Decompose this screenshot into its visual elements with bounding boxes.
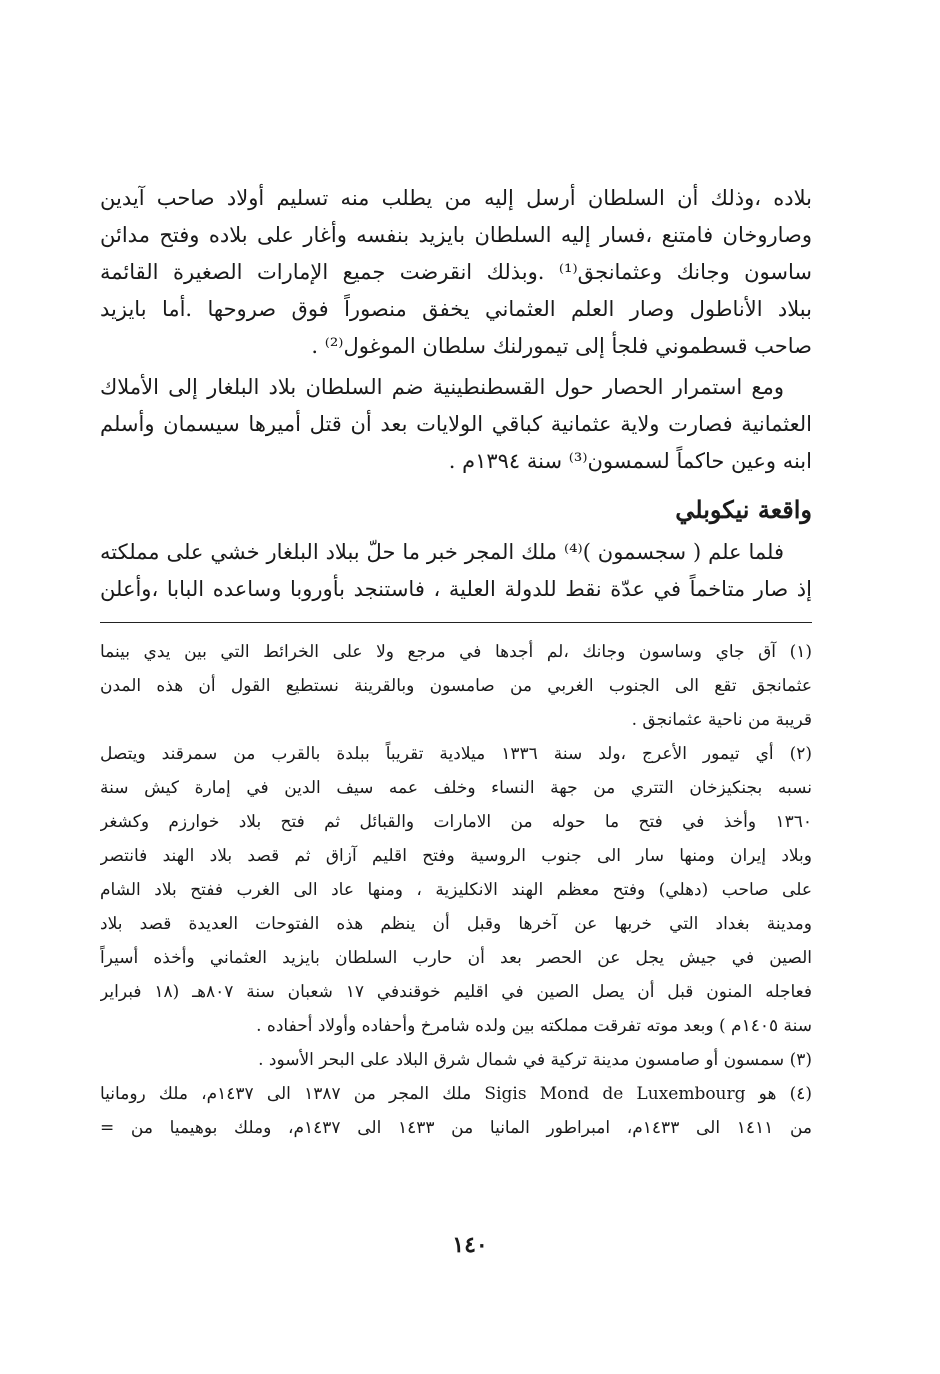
paragraph-1 xyxy=(100,180,812,365)
footnote-line: (٣) سمسون أو صامسون مدينة تركية في شمال شرق البلاد على البحر الأسود . xyxy=(258,1050,812,1070)
footnote-line: سنة ١٤٠٥م ) وبعد موته تفرقت مملكته بين ولده شامرخ وأحفاده وأولاد أحفاده . xyxy=(256,1016,812,1036)
footnote-line: (٢) أي تيمور الأعرج ،ولد سنة ١٣٣٦ ميلادية تقريباً ببلدة بالقرب من سمرقند ويتصل xyxy=(100,744,812,764)
text-line: ببلاد الأناطول وصار العلم العثماني يخفق منصوراً فوق صروحها .أما بايزيد xyxy=(100,297,812,321)
paragraph-2 xyxy=(100,369,812,480)
text-line: العثمانية فصارت ولاية عثمانية كباقي الولايات بعد أن قتل أميرها سيسمان وأسلم xyxy=(100,412,812,436)
footnote-line: الصين في جيش يجل عن الحصر بعد أن حارب السلطان بايزيد العثماني وأخذه أسيراً xyxy=(100,948,812,968)
section-heading: واقعة نيكوبلي xyxy=(675,495,812,524)
text-line: ومع استمرار الحصار حول القسطنطينية ضم السلطان بلاد البلغار إلى الأملاك xyxy=(100,375,784,399)
footnote-4 xyxy=(100,1077,812,1145)
text-line: إذ صار متاخماً في عدّة نقط للدولة العلية ، فاستنجد بأوروبا وساعده البابا ،وأعلن xyxy=(100,577,812,601)
footnote-2 xyxy=(100,737,812,1043)
text-line: ابنه وعين حاكماً لسمسون⁽³⁾ سنة ١٣٩٤م . xyxy=(448,449,812,473)
page-body xyxy=(100,180,812,1145)
page-number: ١٤٠ xyxy=(452,1232,488,1258)
footnote-line: وبلاد إيران ومنها سار الى جنوب الروسية وفتح اقليم آزاق ثم قصد بلاد الهند فانتصر xyxy=(100,846,812,866)
footnote-3 xyxy=(100,1043,812,1077)
text-line: وصاروخان فامتنع ،فسار إليه السلطان بايزيد بنفسه وأغار على بلاده وفتح مدائن xyxy=(100,223,812,247)
footnote-line: عثمانجق تقع الى الجنوب الغربي من صامسون وبالقرينة نستطيع القول أن هذه المدن xyxy=(100,676,812,696)
footnote-line: نسبه بجنكيزخان التتري من جهة النساء وخلف عمه سيف الدين في إمارة كيش سنة xyxy=(100,778,812,798)
footnote-line: ومدينة بغداد التي خربها عن آخرها وقبل أن ينظم هذه الفتوحات العديدة قصد بلاد xyxy=(100,914,812,934)
footnote-line: فعاجله المنون قبل أن يصل الصين في اقليم خوقندفي ١٧ شعبان سنة ٨٠٧هـ (١٨ فبراير xyxy=(100,982,812,1002)
footnote-line: (١) آق جاي وساسون وجانك ،لم أجدها في مرجع ولا على الخرائط التي بين يدي بينما xyxy=(100,642,812,662)
footnote-1 xyxy=(100,635,812,737)
footnote-line: (٤) هو Sigis Mond de Luxembourg ملك المجر من ١٣٨٧ الى ١٤٣٧م، ملك رومانيا xyxy=(100,1084,812,1104)
footnote-line: من ١٤١١ الى ١٤٣٣م، امبراطور المانيا من ١٤٣٣ الى ١٤٣٧م، وملك بوهيميا من = xyxy=(100,1118,812,1138)
footnote-line: على صاحب (دهلي) وفتح معظم الهند الانكليزية ، ومنها عاد الى الغرب ففتح بلاد الشام xyxy=(100,880,812,900)
footnote-separator xyxy=(100,622,812,623)
footnote-line: قريبة من ناحية عثمانجق . xyxy=(631,710,812,730)
paragraph-3 xyxy=(100,534,812,608)
text-line: فلما علم ( سجسمون )⁽⁴⁾ ملك المجر خبر ما حلّ ببلاد البلغار خشي على مملكته xyxy=(100,540,784,564)
text-line: ساسون وجانك وعثمانجق⁽¹⁾ .وبذلك انقرضت جميع الإمارات الصغيرة القائمة xyxy=(100,260,812,284)
text-line: صاحب قسطموني فلجأ إلى تيمورلنك سلطان الموغول⁽²⁾ . xyxy=(311,334,812,358)
text-line: بلاده ،وذلك أن السلطان أرسل إليه من يطلب منه تسليم أولاد صاحب آيدين xyxy=(100,186,812,210)
footnote-line: ١٣٦٠ وأخذ في فتح ما حوله من الامارات والقبائل ثم فتح بلاد خوارزم وكشغر xyxy=(100,812,812,832)
